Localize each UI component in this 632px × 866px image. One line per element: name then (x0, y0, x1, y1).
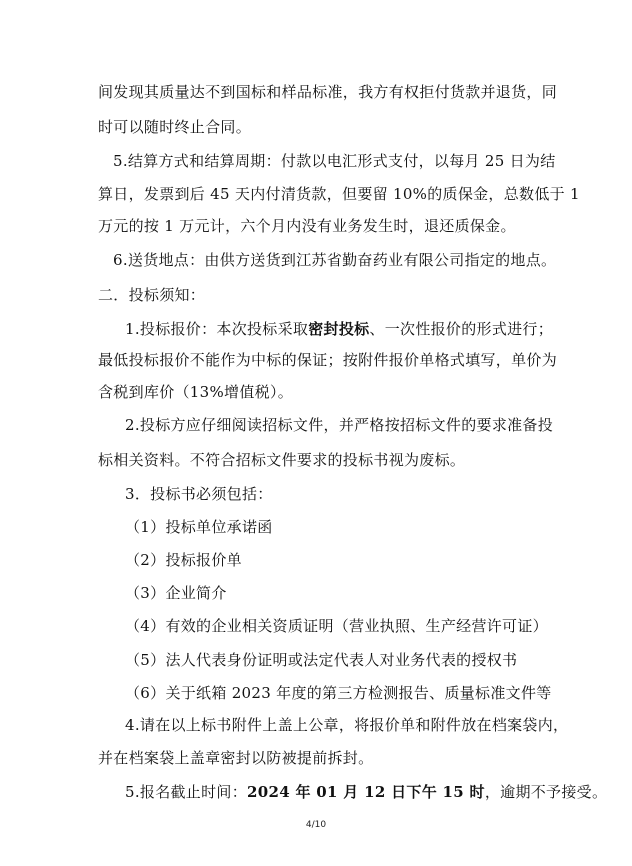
page-number: 4/10 (305, 820, 327, 830)
section-heading: 二．投标须知： (98, 286, 206, 304)
list-item: （6）关于纸箱 2023 年度的第三方检测报告、质量标准文件等 (125, 684, 552, 702)
list-item: （5）法人代表身份证明或法定代表人对业务代表的授权书 (125, 651, 518, 669)
deadline-emphasis: 2024 年 01 月 12 日下午 15 时 (247, 783, 485, 801)
text-span: 、一次性报价的形式进行； (369, 320, 554, 338)
delivery-location-line: 6.送货地点：由供方送货到江苏省勤奋药业有限公司指定的地点。 (113, 251, 557, 269)
text-span: 1.投标报价：本次投标采取 (125, 320, 309, 338)
bid-quote-line (125, 319, 553, 339)
body-line: 算日，发票到后 45 天内付清货款，但要留 10%的质保金，总数低于 1 (98, 185, 580, 203)
payment-terms-line: 5.结算方式和结算周期：付款以电汇形式支付，以每月 25 日为结 (113, 152, 556, 170)
list-item: （4）有效的企业相关资质证明（营业执照、生产经营许可证） (125, 617, 548, 635)
bid-contents-heading: 3．投标书必须包括： (125, 485, 273, 503)
text-span: ，逾期不予接受。 (484, 783, 608, 801)
text-span: 5.报名截止时间： (125, 783, 248, 801)
body-line: 含税到库价（13%增值税）。 (98, 383, 294, 401)
seal-instructions-line: 4.请在以上标书附件上盖上公章，将报价单和附件放在档案袋内， (125, 716, 569, 734)
deadline-line (125, 782, 607, 802)
body-line: 并在档案袋上盖章密封以防被提前拆封。 (98, 749, 374, 767)
bid-instructions-line: 2.投标方应仔细阅读招标文件，并严格按招标文件的要求准备投 (125, 416, 554, 434)
body-line: 万元的按 1 万元计，六个月内没有业务发生时，退还质保金。 (98, 217, 516, 235)
list-item: （2）投标报价单 (125, 551, 242, 569)
list-item: （1）投标单位承诺函 (125, 518, 273, 536)
body-line: 标相关资料。不符合招标文件要求的投标书视为废标。 (98, 451, 466, 469)
body-line: 间发现其质量达不到国标和样品标准，我方有权拒付货款并退货，同 (98, 83, 558, 101)
sealed-bid-emphasis: 密封投标 (308, 320, 370, 338)
body-line: 时可以随时终止合同。 (98, 118, 252, 136)
list-item: （3）企业简介 (125, 584, 227, 602)
body-line: 最低投标报价不能作为中标的保证；按附件报价单格式填写，单价为 (98, 351, 558, 369)
